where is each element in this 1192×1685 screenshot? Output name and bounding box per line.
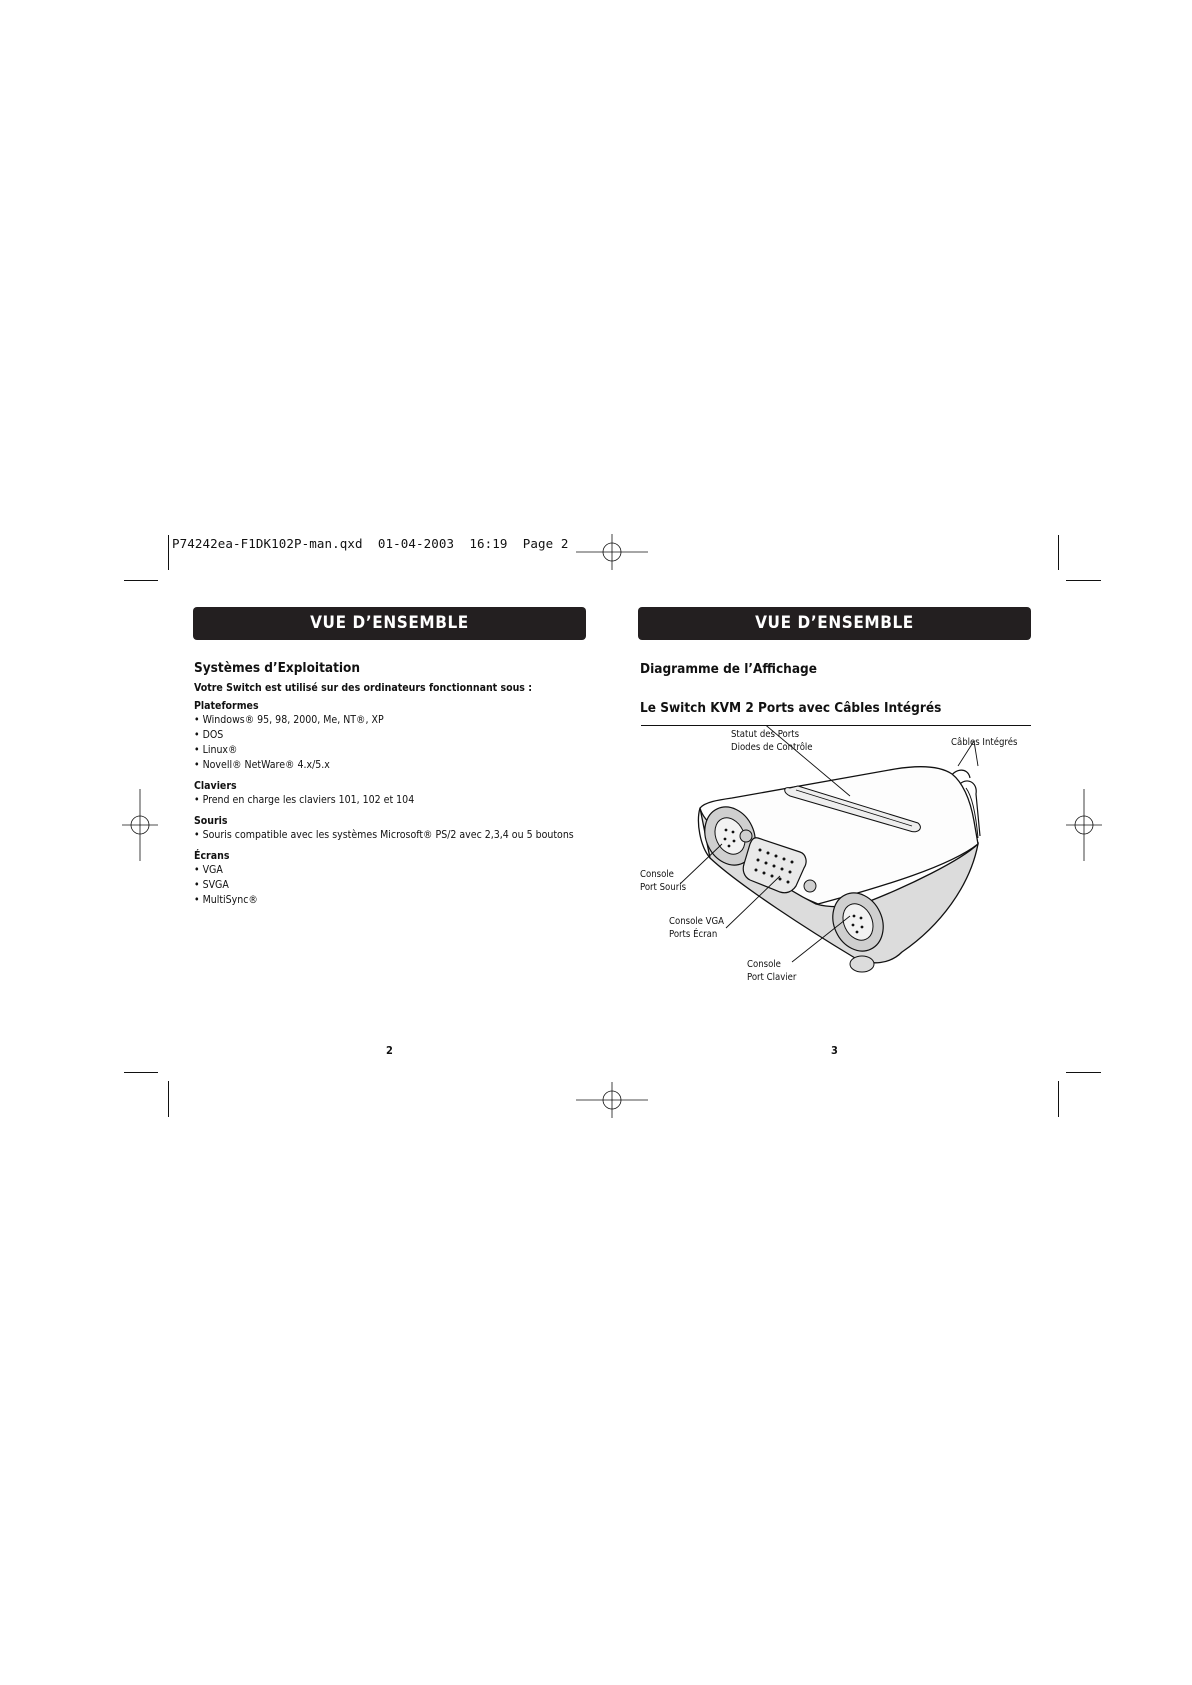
- section-title: Claviers: [194, 780, 237, 792]
- page-number-left: 2: [386, 1044, 393, 1057]
- os-heading: Systèmes d’Exploitation: [194, 660, 361, 676]
- list-item: • SVGA: [194, 879, 229, 891]
- label-mouse-port: [640, 868, 686, 894]
- kvm-switch-illustration: [640, 726, 1032, 986]
- label-line: Ports Écran: [669, 929, 718, 940]
- list-item: • MultiSync®: [194, 894, 258, 906]
- section-platforms: [194, 700, 594, 773]
- diagram-subheading: Le Switch KVM 2 Ports avec Câbles Intégrés: [640, 700, 942, 716]
- list-item: • Novell® NetWare® 4.x/5.x: [194, 759, 330, 771]
- section-title: Souris: [194, 815, 228, 827]
- label-line: Port Clavier: [747, 972, 797, 983]
- registration-mark-icon: [122, 789, 158, 861]
- label-port-status: [731, 728, 813, 754]
- crop-mark: [1066, 580, 1101, 581]
- label-line: Console: [747, 959, 781, 970]
- crop-mark: [124, 580, 158, 581]
- label-line: Port Souris: [640, 882, 687, 893]
- label-line: Console: [640, 869, 674, 880]
- left-page-content: [194, 660, 594, 908]
- label-line: Console VGA: [669, 916, 724, 927]
- left-section-banner: VUE D’ENSEMBLE: [193, 607, 586, 640]
- crop-mark: [1058, 1081, 1059, 1117]
- label-line: Câbles Intégrés: [951, 737, 1018, 748]
- label-integrated-cables: [951, 736, 1017, 749]
- section-screens: [194, 850, 594, 908]
- os-intro: Votre Switch est utilisé sur des ordinateurs fonctionnant sous :: [194, 682, 532, 694]
- list-item: • Souris compatible avec les systèmes Microsoft® PS/2 avec 2,3,4 ou 5 boutons: [194, 829, 574, 841]
- crop-mark: [1066, 1072, 1101, 1073]
- file-slug: P74242ea-F1DK102P-man.qxd 01-04-2003 16:19 Page 2: [172, 536, 569, 551]
- list-item: • DOS: [194, 729, 224, 741]
- label-line: Diodes de Contrôle: [731, 742, 813, 753]
- label-vga-port: [669, 915, 724, 941]
- right-section-banner: VUE D’ENSEMBLE: [638, 607, 1031, 640]
- label-line: Statut des Ports: [731, 729, 800, 740]
- list-item: • Prend en charge les claviers 101, 102 et 104: [194, 794, 415, 806]
- crop-mark: [168, 1081, 169, 1117]
- crop-mark: [124, 1072, 158, 1073]
- page-number-right: 3: [831, 1044, 838, 1057]
- registration-mark-icon: [576, 1082, 648, 1118]
- section-mice: [194, 815, 594, 843]
- section-keyboards: [194, 780, 594, 808]
- label-keyboard-port: [747, 958, 796, 984]
- registration-mark-icon: [576, 534, 648, 570]
- crop-mark: [168, 535, 169, 570]
- list-item: • VGA: [194, 864, 223, 876]
- list-item: • Linux®: [194, 744, 238, 756]
- crop-mark: [1058, 535, 1059, 570]
- section-title: Plateformes: [194, 700, 259, 712]
- list-item: • Windows® 95, 98, 2000, Me, NT®, XP: [194, 714, 384, 726]
- section-title: Écrans: [194, 850, 230, 862]
- diagram-heading: Diagramme de l’Affichage: [640, 661, 817, 677]
- registration-mark-icon: [1066, 789, 1102, 861]
